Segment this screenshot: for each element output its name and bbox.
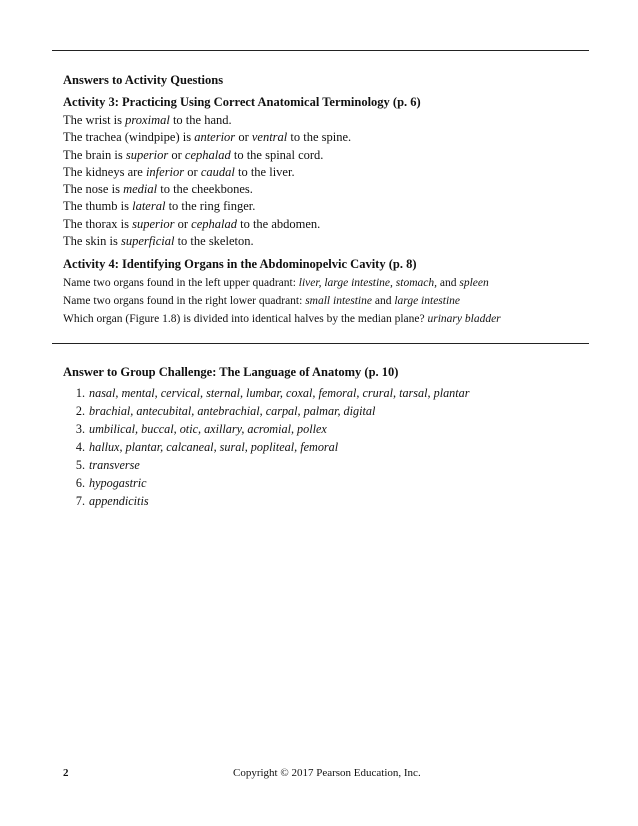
section-title: Answers to Activity Questions [63,73,224,87]
list-item: 5. transverse [75,458,140,472]
list-item: 4. hallux, plantar, calcaneal, sural, popliteal, femoral [75,440,339,454]
answer-line: The wrist is proximal to the hand. [63,113,232,127]
question-line: Name two organs found in the right lower quadrant: small intestine and large intestine [63,295,461,308]
question-line: Name two organs found in the left upper quadrant: liver, large intestine, stomach, and spleen [63,277,489,290]
list-item: 2. brachial, antecubital, antebrachial, carpal, palmar, digital [75,404,376,418]
answer-line: The thumb is lateral to the ring finger. [63,199,256,214]
list-item: 3. umbilical, buccal, otic, axillary, acromial, pollex [75,422,327,436]
copyright-notice: Copyright © 2017 Pearson Education, Inc. [233,767,421,779]
list-item: 6. hypogastric [75,476,147,490]
answer-line: The nose is medial to the cheekbones. [63,182,253,197]
question-line: Which organ (Figure 1.8) is divided into identical halves by the median plane? urinary bladder [63,313,501,326]
activity3-answers [63,112,593,250]
activity-answers-section [63,72,593,328]
answer-line: The skin is superficial to the skeleton. [63,234,254,249]
answer-line: The trachea (windpipe) is anterior or ventral to the spine. [63,130,352,145]
activity4-heading: Activity 4: Identifying Organs in the Abdominopelvic Cavity (p. 8) [63,257,417,272]
top-rule [52,50,589,51]
middle-rule [52,343,589,344]
answer-line: The kidneys are inferior or caudal to the liver. [63,164,295,179]
activity4-answers [63,274,593,328]
list-item: 7. appendicitis [75,494,149,508]
page-number: 2 [63,767,69,779]
answer-line: The thorax is superior or cephalad to the abdomen. [63,216,321,231]
list-item: 1. nasal, mental, cervical, sternal, lumbar, coxal, femoral, crural, tarsal, plantar [75,386,470,400]
activity3-heading: Activity 3: Practicing Using Correct Anatomical Terminology (p. 6) [63,95,421,109]
answer-list [63,384,593,510]
group-challenge-heading: Answer to Group Challenge: The Language of Anatomy (p. 10) [63,365,399,379]
group-challenge-section [63,364,593,510]
answer-line: The brain is superior or cephalad to the spinal cord. [63,147,324,162]
